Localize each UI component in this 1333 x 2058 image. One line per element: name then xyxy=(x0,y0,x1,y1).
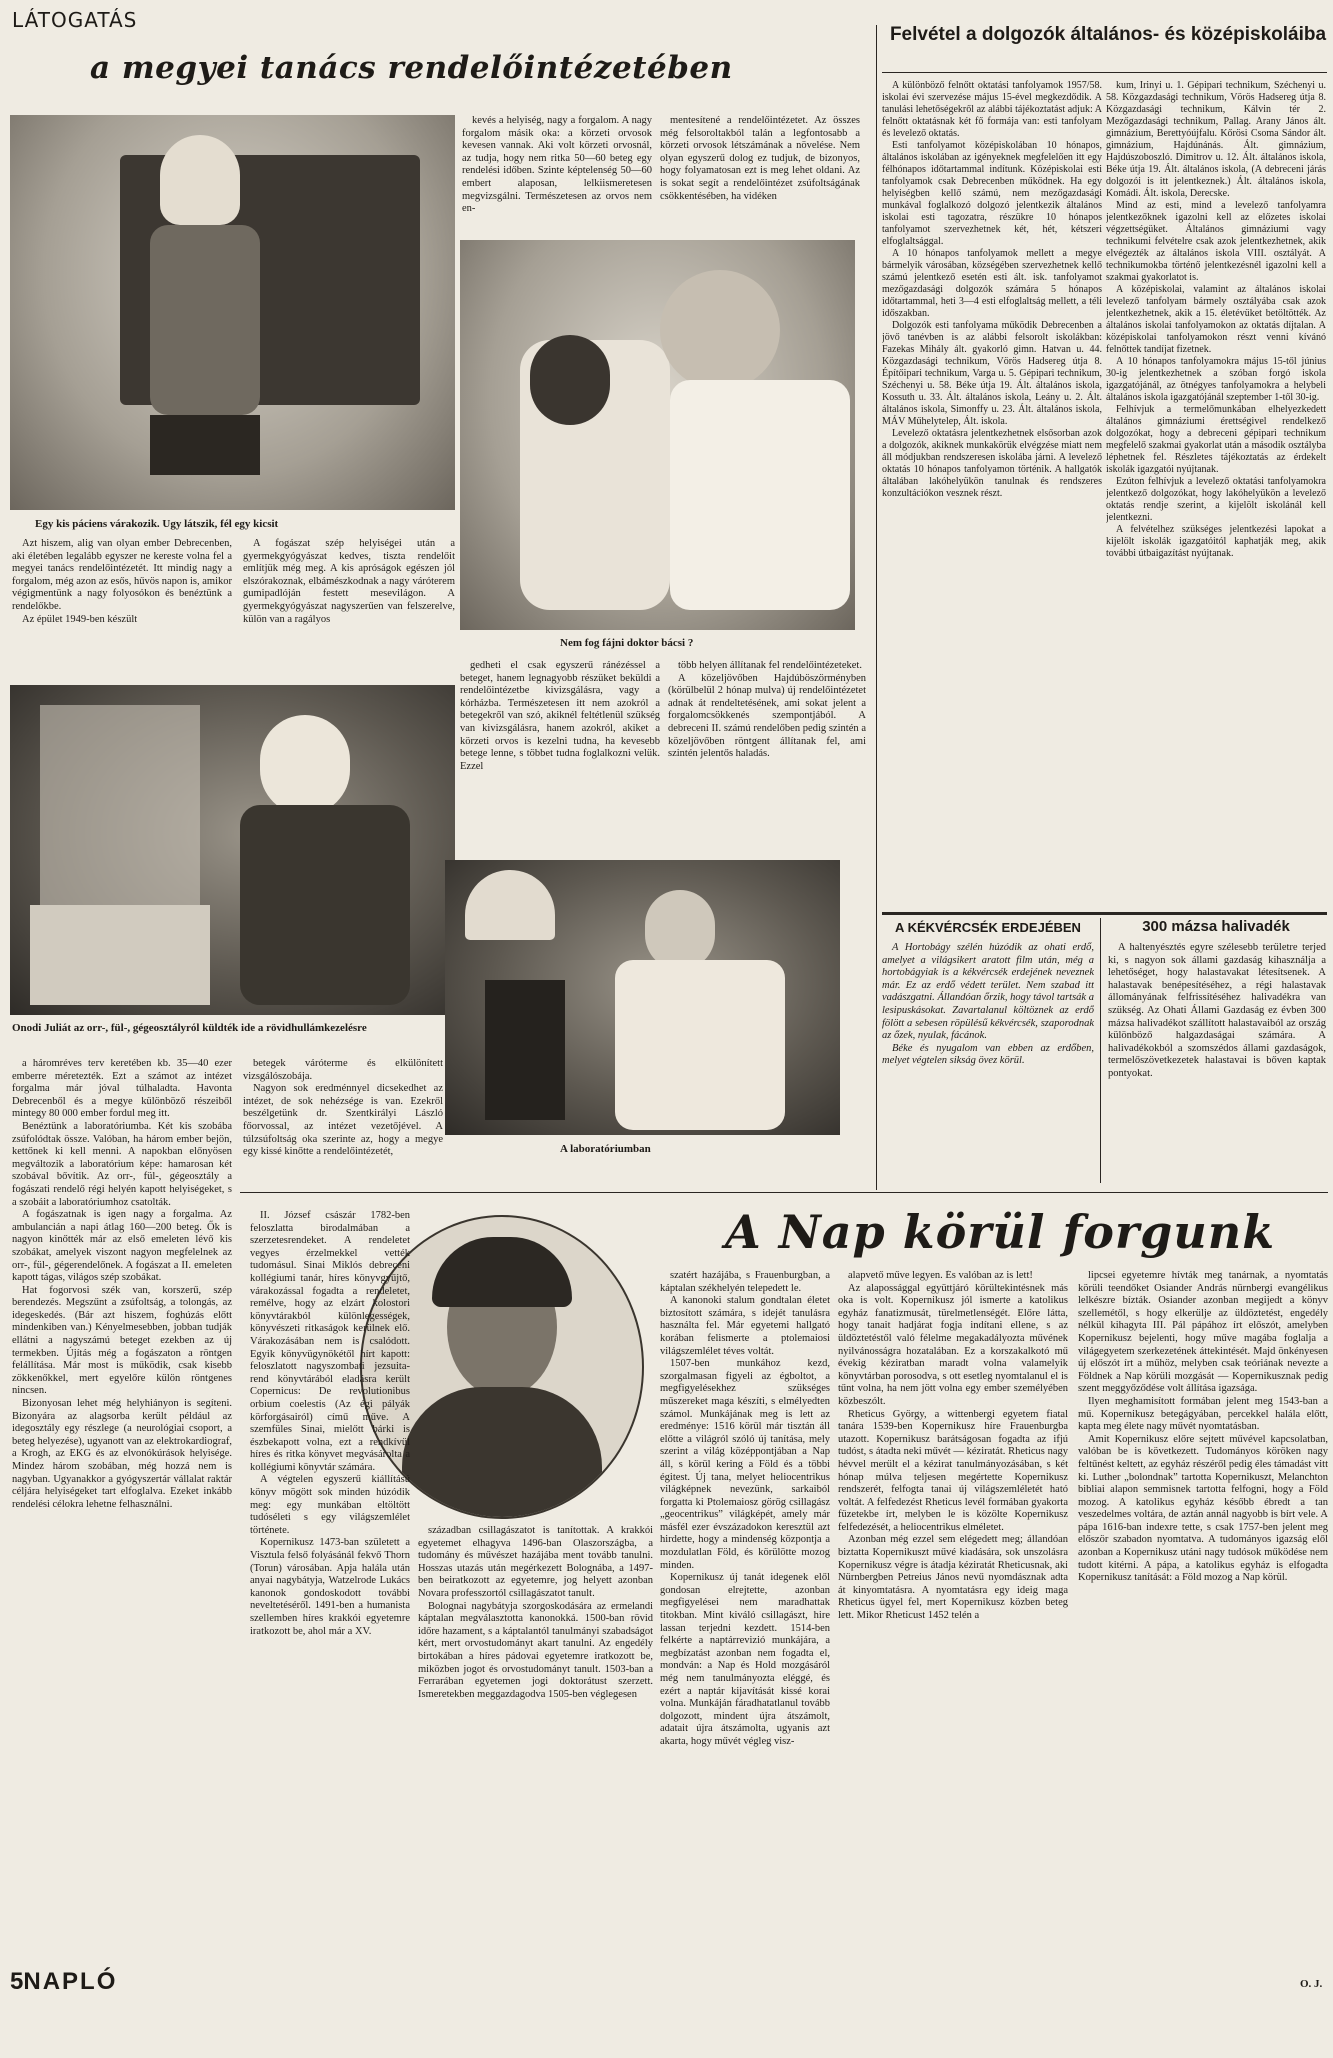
nap-col2: században csillagászatot is tanítottak. A krakkói egyetemet elhagyva 1496-ban Olaszországba, a tudomány és művészet hazájába ment tovább tanulni. Hosszas utazás után megérkezett Bolognába, a 1497-ben beiratkozott az egyetemre, jog helyett azonban Novara professzortól csillagászatot tanult. Bolognai nagybátyja szorgoskodására az ermelandi káptalan megválasztotta kanonokká. 1500-ban rövid időre hazament, s a káptalantól tanulmányi szabadságot kért, mert orvostudományt akart tanulni. Az engedély birtokában a híres pádovai egyetemre iratkozott be, miközben jogot és orvostudományt tanult. 1503-ban a Ferrarában egyetemen jogi doktorátust szerzett. Ismeretekben meggazdagodva 1505-ben véglegesen xyxy=(418,1525,653,1700)
section-kicker: LÁTOGATÁS xyxy=(12,8,138,32)
julia-photo-caption: Onodi Juliát az orr-, fül-, gégeosztályról küldték ide a rövidhullámkezelésre xyxy=(12,1022,367,1034)
shortwave-treatment-photo xyxy=(10,685,455,1015)
doctor-examining-photo xyxy=(460,240,855,630)
kekvercsek-headline: A KÉKVÉRCSÉK ERDEJÉBEN xyxy=(895,920,1081,935)
admission-col-a: A különböző felnőtt oktatási tanfolyamok 1957/58. iskolai évi szervezése május 15-ével megkezdődik. A tanulási lehetőségekről az alábbi tájékoztatást adjuk: A felnőtt oktatásnak két fő formája van: esti tanfolyam és levelező oktatás. Esti tanfolyamot középiskolában 10 hónapos, általános iskolában az igényeknek megfelelően itt egy félhónapos időtartammal indítunk. Középiskolai esti tanfolyamok csak Debrecenben működnek. Ha egy helyiségben kellő számú, nem mezőgazdasági munkával foglalkozó dolgozó jelentkezik általános iskolai esti tagozatra, részükre 10 hónapos tanfolyamot szervezhetnek két, hét, kétszeri elfoglaltsággal. A 10 hónapos tanfolyamok mellett a megye bármelyik városában, községében szervezhetnek kellő számú jelentkező esetén esti ált. isk. tanfolyamot mezőgazdasági dolgozók számára 5 hónapos időtartammal, heti 3—4 esti elfoglaltság mellett, a téli időszakban. Dolgozók esti tanfolyama működik Debrecenben a jövő tanévben is az alábbi felsorolt iskolákban: Fazekas Mihály ált. gyakorló gimn. Hatvan u. 44. Közgazdasági technikum, Vörös Hadsereg útja 8. Építőipari technikum, Varga u. 5. Gépipari technikum, Széchenyi u. 58. Béke útja 19. Ált. általános iskola, Kossuth u. 33. Ált. általános iskola, Leány u. 2. Ált. általános iskola, Simonffy u. 23. Ált. általános iskola, MÁV Műhelytelep, Ált. iskola. Levelező oktatásra jelentkezhetnek elsősorban azok a dolgozók, akiknek munkakörük elvégzése miatt nem áll módjukban rendszeresen iskolába járni. A levelező oktatás 10 hónapos tanfolyamon történik. A hallgatók általában lakóhelyükön tanulnak és rendszeres konzultációkon vesznek részt. xyxy=(882,80,1102,499)
admission-col-b: kum, Irinyi u. 1. Gépipari technikum, Széchenyi u. 58. Közgazdasági technikum, Vörös Hadsereg útja 8. Közgazdasági technikum, Kálvin tér 2. Mezőgazdasági technikum, Pallag. Arany János ált. gimnázium, Berettyóújfalu. Kőrösi Csoma Sándor ált. gimnázium, Hajdúnánás. Ált. gimnázium, Hajdúszoboszló. Dimitrov u. 12. Ált. általános iskola, Béke útja 19. Ált. általános iskola, (A debreceni járás dolgozói is itt jelentkeznek.) Ált. általános iskola, Komádi. Ált. iskola, Derecske. Mind az esti, mind a levelező tanfolyamra jelentkezőknek igazolni kell az előzetes iskolai végzettségüket. Általános gimnáziumi vagy technikumi felvételre csak azok jelentkezhetnek, akik elvégezték az általános iskola VIII. osztályát. A technikumokba történő jelentkezésnél igazolni kell a szakmai gyakorlatot is. A középiskolai, valamint az általános iskolai levelező tanfolyam bármely osztályába csak azok jelentkezhetnek, akik a 15. életévüket betöltötték. Az általános iskolai tanfolyamokon az oktatás díjtalan. A középiskolai tanfolyamokon részt venni kívánó felnőttek tandíjat fizetnek. A 10 hónapos tanfolyamokra május 15-től június 30-ig jelentkezhetnek a szóban forgó iskola igazgatójánál, az ötnégyes tanfolyamokra a helybeli általános iskola igazgatójánál szeptember 1-től 30-ig. Felhívjuk a termelőmunkában elhelyezkedett általános gimnáziumi érettségivel rendelkező dolgozókat, hogy a debreceni gépipari technikum megfelelő szakmai gyakorlat után a második osztályba léphetnek fel. Részletes tájékoztatás az érdekelt iskolák igazgatói nyújtanak. Ezúton felhívjuk a levelező oktatási tanfolyamokra jelentkező dolgozókat, hogy lakóhelyükön a levelező oktatás rendje szerint, a kijelölt iskolánál kell jelentkezni. A felvételhez szükséges jelentkezési lapokat a kijelölt iskolák igazgatóitól kaphatják meg, akik további útbaigazítást nyújtanak. xyxy=(1106,80,1326,559)
nap-col4: alapvető műve legyen. És valóban az is lett! Az alapossággal együttjáró körültekintésnek más oka is volt. Kopernikusz jól ismerte a katolikus egyház fanatizmusát, türelmetlenségét. Előre látta, hogy tanait hadjárat fogja indítani ellene, s az üldöztetéstől való félelme megakadályozta művének nyilvánosságra hozatalában. Ez a korszakalkotó mű évekig kéziratban maradt volna valamelyik könyvtárban porosodva, s ott esetleg nyomtalanul el is tűnt volna, ha nem jött volna egy ember személyében közbeszólt. Rheticus György, a wittenbergi egyetem fiatal tanára 1539-ben Kopernikusz híre Frauenburgba utazott. Kopernikusz barátságosan fogadta az ifjú tudóst, s átadta neki művét — kéziratát. Rheticus nagy hévvel merült el a kézirat tanulmányozásában, s két hónap múlva teljesen megértette Kopernikusz rendszerét, felfogta tanai új világszemléletét ható voltát. A felfedezést Rheticus levél formában gyakorta füzetekbe írt, melyben le is közölte Kopernikusz felfedezését, a heliocentrikus elméletet. Azonban még ezzel sem elégedett meg; állandóan biztatta Kopernikuszt művé kiadására, sok unszolásra Kopernikusz végre is átadja kéziratát Rheticusnak, aki Nürnbergben Petreius János nevű nyomdásznak adta át kinyomtatásra. A nyomtatásra egy ideig maga Rheticus ügyel fel, mert Kopernikusz közben beteg lett. Mikor Rheticust 1452 telén a xyxy=(838,1270,1068,1622)
halivadek-text: A haltenyésztés egyre szélesebb területre terjed ki, s nagyon sok állami gazdaság kihasználja a lehetőséget, hogy halastavakat létesítsenek. A halastavak benépesítéséhez, a régi halastavak állományának felfrissítéséhez halivadékra van szükség. Az Ohati Állami Gazdaság ez évben 300 mázsa halivadékot szállított halastavaiból az ország különböző halgazdaságai számára. A halivadékokból a szomszédos állami gazdaságok, termelőszövetkezetek halastavai is bőven kaptak pontyokat. xyxy=(1108,942,1326,1079)
child-photo-caption: Egy kis páciens várakozik. Ugy látszik, fél egy kicsit xyxy=(35,518,279,530)
col2-top-text: A fogászat szép helyiségei után a gyermekgyógyászat kedves, tiszta rendelőit említjük még meg. A kis apróságok egészen jól elszórakoznak, elbámészkodnak a nagy váróterem gumipadlóján festett mesevilágon. A gyermekgyógyászat nagyszerűen van felszerelve, külön van a ragályos xyxy=(243,538,455,625)
nap-col3: szatért hazájába, s Frauenburgban, a káptalan székhelyén telepedett le. A kanonoki stalum gondtalan életet biztosított számára, s idejét tanulásra használta fel. Már egyetemi hallgató korában felismerte a ptolemaiosi világszemlélet téves voltát. 1507-ben munkához kezd, szorgalmasan figyeli az égboltot, a megfigyelésekhez szükséges műszereket maga készíti, s elmélyedten számol. Munkájának meg is lett az eredménye: 1516 körül már tisztán áll előtte a világról szóló új tanítása, mely szerint a világ középpontjában a Nap áll, s körül kering a Föld és a többi égitest. Új tana, melyet heliocentrikus világképnek nevezünk, sarkaiból forgatta ki Ptolemaiosz görög csillagász „geocentrikus” világképét, amely már másfél ezer évszázadokon keresztül azt hirdette, hogy a mindenség központja a mozdulatlan Föld, és körülötte mozog minden. Kopernikusz új tanát idegenek elől gondosan elrejtette, azonban megfigyelései nem maradhattak titokban. Mint kiváló csillagászt, hire lassan terjedni kezdett. 1514-ben felkérte a naptárrevizió munkájára, a megbízatást azonban nem fogadta el, mondván: a Nap és Hold mozgásáról még nem tanulmányozta eléggé, és ezért a naptár kijavítását kissé korai volna. Munkáján fáradhatatlanul tovább dolgozott, mindent újra átszámolt, adatait újra átszámolta, ugyanis azt akarta, hogy művét végleg visz- xyxy=(660,1270,830,1747)
nap-col5: lipcsei egyetemre hívták meg tanárnak, a nyomtatás körüli teendőket Osiander András nürnbergi evangélikus lelkészre bízták. Osiander azonban megijedt a könyv szellemétől, s hogy elkerülje az üldöztetést, engedély nélkül kihagyta III. Pál pápához írt előszót, amelyben Kopernikusz bejelenti, hogy műve magába foglalja a világegyetem szerkezetének áttekintését. Majd önkényesen új előszót írt a műhöz, melyben csak teóriának nevezte a Földnek a Nap körüli mozgását — Kopernikusznak pedig szent meggyőződése volt állítása igazsága. Ilyen meghamisított formában jelent meg 1543-ban a mű. Kopernikusz betegágyában, percekkel halála előtt, kapta meg élete nagy művét nyomtatásban. Amit Kopernikusz előre sejtett művével kapcsolatban, valóban be is következett. Tudományos köröken nagy feltűnést keltett, az egyház részéről pedig éles támadást vitt ki. Luther „bolondnak” tartotta Kopernikuszt, Melanchton bibliai alapon semmisnek tartotta felfogni, hogy a Föld mozog. A katolikus egyház később ébredt a tan veszedelmes voltára, de aztán annál nagyobb is bírt vele. A pápa 1616-ban indexre tette, s csak 1757-ben jelent meg először szabadon nyomtatva. A tudományos igazság elől azonban a Kopernikusz utáni nagy tudósok működése nem tudott kitérni. A pápa, a katolikus egyház is elfogadta Kopernikusz tanítását: a Föld mozog a Nap körül. xyxy=(1078,1270,1328,1584)
page-divider xyxy=(240,1192,1328,1193)
col2-mid-text: betegek váróterme és elkülönített vizsgálószobája. Nagyon sok eredménnyel dicsekedhet az intézet, de sok nehézsége is van. Ezekről beszélgetünk dr. Szentkirályi László főorvossal, az intézet vezetőjével. A túlzsúfoltság oka szerinte az, hogy a megye egy kissé kinőtte a rendelőintézetét, xyxy=(243,1058,443,1158)
doctor-photo-caption: Nem fog fájni doktor bácsi ? xyxy=(560,637,694,649)
laboratory-photo xyxy=(445,860,840,1135)
kekvercsek-text: A Hortobágy szélén húzódik az ohati erdő, amelyet a világsikert aratott film után, még a hortobágyiak is a kékvércsék erdejének neveznek már. Ez az erdő védett terület. Nem szabad itt vadászgatni. Állandóan őrzik, hogy távol tartsák a lesipuskásokat. Zavartalanul költöznek az erdő fölött a sebesen röpülésű kékvércsék, szaporodnak az őzek, nyulak, fácánok. Béke és nyugalom van ebben az erdőben, melyet végtelen sikság övez körül. xyxy=(882,942,1094,1067)
col3-mid-text: gedheti el csak egyszerű ránézéssel a beteget, hanem legnagyobb részüket beküldi a rendelőintézetbe kivizsgálásra, vagy a kórházba. Természetesen itt nem azokról a betegekről van szó, akiknél feltétlenül szükség van kivizsgálásra, hanem azokról, akiket a körzeti orvos is kezelni tudna, ha kevesebb betege lenne, s többet tudna foglalkozni velük. Ezzel xyxy=(460,660,660,772)
col1-top-text: Azt hiszem, alig van olyan ember Debrecenben, aki életében legalább egyszer ne kereste volna fel a megyei tanács rendelőintézetét. Itt mindig nagy a forgalom, még azon az esős, hűvös napon is, amikor végigmentünk a nagy folyosókon és benéztünk a rendelőkbe. Az épület 1949-ben készült xyxy=(12,538,232,625)
halivadek-headline: 300 mázsa halivadék xyxy=(1142,918,1290,935)
nap-col1: II. József császár 1782-ben feloszlatta birodalmában a szerzetesrendeket. A rendeletet vegyes érzelmekkel vették tudomásul. Sinai Miklós debreceni kollégiumi tanár, híres könyvgyűjtő, várakozással fogadta a rendeletet, remélve, hogy az elzárt kolostori könyvtárakból különlegességek, könyvészeti ritkaságok kerülnek elő. Várakozásában nem is csalódott. Egyik könyvügynökétől hírt kapott: feloszlatott nagyszombati jezsuita-rend könyvtárából eladásra került Copernicus: De revolutionibus orbium coelestis (Az égi pályák körforgásairól) című műve. A szemfüles Sinai, mielőtt bárki is észbekapott volna, ezt a rendkívül híres és ritka könyvet megvásárolta a kollégiumi könyvtár számára. A végtelen egyszerű kiállítású könyv mögött sok minden húzódik meg: egy munkában eltöltött tudóséleti s egy világszemlélet története. Kopernikusz 1473-ban született a Visztula felső folyásánál fekvő Thorn (Torun) városában. Apja halála után anyai nagybátyja, Watzelrode Lukács kanonok gondoskodott további neveltetéséről. 1491-ben a humanista szellemben híres krakkói egyetemre iratkozott be, ahol már a XV. xyxy=(250,1210,410,1637)
col3-top-text: kevés a helyiség, nagy a forgalom. A nagy forgalom másik oka: a körzeti orvosok kevesen vannak. Aki volt körzeti orvosnál, az tudja, hogy nem ritka 50—60 beteg egy rendelési időben. Szinte képtelenség 50—60 embert alaposan, lelkiismeretesen megvizsgálni. Természetesen az orvos nem en- xyxy=(462,115,652,215)
paper-name: NAPLÓ xyxy=(23,1968,118,1995)
column-rule xyxy=(876,25,877,1190)
lab-photo-caption: A laboratóriumban xyxy=(560,1143,651,1155)
article-headline: a megyei tanács rendelőintézetében xyxy=(90,50,733,86)
page-number: 5 xyxy=(10,1968,24,1995)
child-waiting-photo xyxy=(10,115,455,510)
nap-author: O. J. xyxy=(1300,1978,1323,1990)
col1-mid-text: a háromréves terv keretében kb. 35—40 ezer emberre méretezték. Ezt a számot az intézet forgalma már jóval túlhaladta. Havonta Debrecenből és a megye különböző részeiből mintegy 80 000 ember fordul meg itt. Benéztünk a laboratóriumba. Két kis szobába zsúfolódtak össze. Valóban, ha három ember bejön, kettőnek ki kell menni. A napokban előnyösen megváltozik a laboratórium képe: hamarosan két szobával bővítik. Az orr-, fül-, gégeosztály a fogászati rendelő régi helyén kapott helyiségeket, s a szobáit a laboratóriumhoz csatolták. A fogászatnak is igen nagy a forgalma. Az ambulancián a napi átlag 160—200 beteg. Ők is nagyon kinőtték már az első emeleten lévő kis szobákat, amelyek viszont nagyon megfelelnek az orr-, fül-, gégerendelőnek. A fogászat a II. emeleten kapott tágas, világos szép szobákat. Hat fogorvosi szék van, korszerű, szép berendezés. Megszűnt a zsúfoltság, a tolongás, az idegeskedés. (Bár azt hiszem, foghúzás előtt mindenkiben van.) Kényelmesebben, jobban tudják ellátni a nagyszámú beteget ezekben az új termekben. Újítás még a fogászaton a röntgen felállítása. Már most is működik, csak kisebb zökkenőkkel, mert egyelőre külön röntgenes nincsen. Bizonyosan lehet még helyhiányon is segíteni. Bizonyára az alagsorba került például az idegosztály egy részlege (a neurológiai csoport, a beteg helyezése), ugyanott van az elektrokardiograf, a Krogh, az EKG és az elvonókúrások helyisége. Mindez három szobában, még hozzá nem is nagyban. Ugyanakkor a gyógyszertár vállalat raktár céljára helyiségeket tart elfoglalva. Ezeket inkább rendelési célokra lehetne felhasználni. xyxy=(12,1058,232,1510)
headline-rule xyxy=(882,72,1327,73)
col4-top-text: mentesítené a rendelőintézetet. Az összes még felsoroltakból talán a legfontosabb a körzeti orvosok létszámának a növelése. Nem olyan egyszerű dolog ez tudjuk, de bizonyos, hogy folyamatosan ezt is meg lehet oldani. Az is sokat segít a rendelőintézet zsúfoltságának csökkentésében, ha vidéken xyxy=(660,115,860,202)
admission-headline: Felvétel a dolgozók általános- és középiskoláiba xyxy=(889,24,1327,45)
section-divider xyxy=(882,912,1327,915)
nap-headline: A Nap körül forgunk xyxy=(725,1205,1276,1259)
box-rule xyxy=(1100,918,1101,1183)
col4-mid-text: több helyen állítanak fel rendelőintézeteket. A közeljövőben Hajdúböszörményben (körülbelül 2 hónap mulva) új rendelőintézetet adnak át rendeltetésének, ami sokat jelent a forgalomcsökkenés szempontjából. A debreceni II. számú rendelőben pedig szintén a közeljövőben röntgent állítanak fel, ami szintén jelentős haladás. xyxy=(668,660,866,760)
